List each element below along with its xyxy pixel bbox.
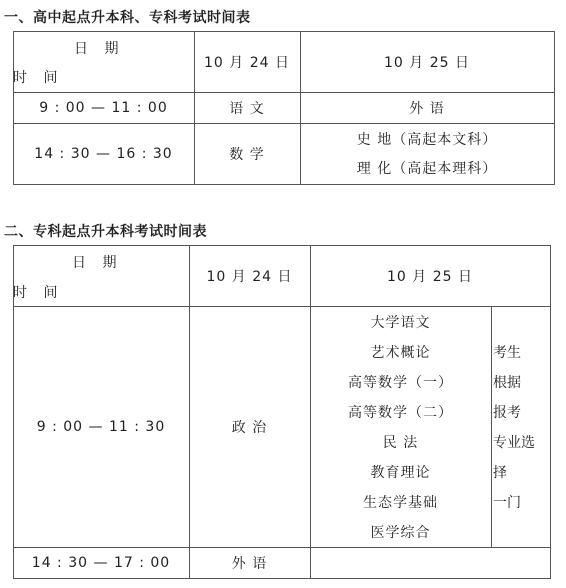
section1-title: 一、高中起点升本科、专科考试时间表	[4, 10, 251, 26]
day1-subject: 外 语	[231, 555, 268, 572]
note-line: 报考	[493, 405, 521, 421]
table2-border-bottom	[13, 578, 551, 579]
list-item: 艺术概论	[370, 345, 431, 361]
day1-subject: 语 文	[229, 100, 265, 117]
day1-subject: 政 治	[231, 419, 268, 436]
day1-subject: 数 学	[229, 146, 265, 163]
time-cell: 14 : 30 — 17 : 00	[31, 554, 171, 571]
time-label: 时 间	[13, 70, 64, 86]
list-item: 高等数学（一）	[348, 375, 453, 391]
list-item: 高等数学（二）	[348, 405, 453, 421]
day1-header: 10 月 24 日	[206, 268, 293, 285]
day2-header: 10 月 25 日	[387, 268, 473, 285]
list-item: 生态学基础	[363, 495, 438, 511]
date-label: 日 期	[72, 255, 123, 271]
note-line: 根据	[493, 375, 521, 391]
day1-header: 10 月 24 日	[204, 54, 290, 71]
note-line: 一门	[493, 495, 521, 511]
date-label: 日 期	[74, 41, 125, 57]
day2-subject: 史 地（高起本文科）	[356, 132, 498, 148]
note-line: 择	[493, 465, 507, 481]
time-label: 时 间	[13, 285, 64, 301]
table2-note-divider	[491, 306, 492, 547]
section2-title: 二、专科起点升本科考试时间表	[4, 224, 207, 240]
selection-note	[493, 338, 550, 518]
day2-header: 10 月 25 日	[384, 54, 470, 71]
time-cell: 14 : 30 — 16 : 30	[34, 145, 173, 162]
list-item: 民 法	[382, 435, 419, 451]
day2-subject	[310, 547, 550, 578]
note-line: 专业选	[493, 435, 535, 451]
time-cell: 9 : 00 — 11 : 00	[39, 99, 168, 116]
day2-subject: 理 化（高起本理科）	[356, 161, 498, 177]
list-item: 大学语文	[370, 315, 431, 331]
list-item: 教育理论	[370, 465, 431, 481]
list-item: 医学综合	[370, 525, 431, 541]
table1-border-bottom	[13, 184, 555, 185]
day2-subject: 外 语	[409, 100, 445, 117]
table2-border-right	[550, 245, 551, 579]
table1-border-right	[554, 31, 555, 185]
elective-subject-list	[310, 308, 491, 548]
note-line: 考生	[493, 345, 521, 361]
time-cell: 9 : 00 — 11 : 30	[36, 418, 166, 435]
